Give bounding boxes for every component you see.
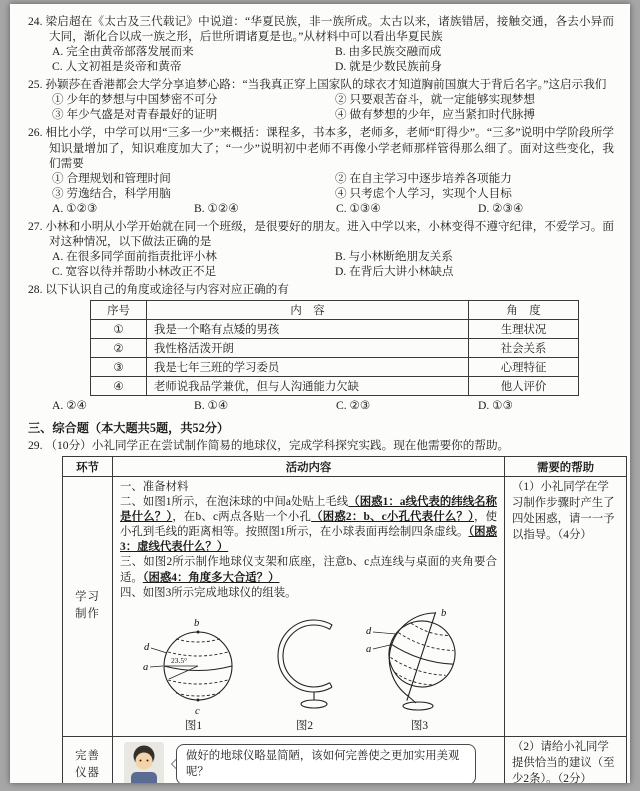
stage-label-text: 完善仪器 (75, 749, 100, 779)
table-row (91, 320, 579, 339)
student-dialog (120, 740, 497, 783)
label-d: d (365, 625, 371, 637)
answer-a: A. ①②③ (52, 201, 98, 215)
answer-c: C. ②③ (336, 399, 371, 413)
confusion-3: （困惑3：虚线代表什么？） (120, 526, 497, 554)
help-cell-2: （2）请给小礼同学提供恰当的建议（至少2条）。（2分） (505, 736, 627, 783)
q28-table-header-row (91, 301, 579, 320)
step-2-text: ，在b、c两点各贴一个小孔 (172, 511, 312, 524)
q29-col-help: 需要的帮助 (505, 457, 627, 477)
option-d: D. 在背后大讲小林缺点 (335, 265, 454, 278)
item-3: ③ 年少气盛是对青春最好的证明 (52, 108, 218, 122)
q29-row-making (63, 477, 627, 736)
step-2 (120, 495, 497, 555)
q28-col-content: 内 容 (147, 301, 469, 320)
table-row (91, 377, 579, 396)
cell-content: 老师说我品学兼优，但与人沟通能力欠缺 (147, 377, 469, 396)
figures-row (120, 606, 497, 733)
option-a: A. 完全由黄帝部落发展而来 (52, 45, 194, 59)
question-28 (28, 282, 614, 413)
answer-c: C. ①③④ (336, 201, 381, 215)
table-row (91, 358, 579, 377)
step-2-text: ，使小孔到毛线的距离相等。按照图1所示，在小球表面再绘制四条虚线。 (120, 511, 497, 539)
stage-label-text: 学习制作 (75, 591, 100, 621)
globe-support-diagram (276, 616, 334, 716)
item-4: ④ 只考虑个人学习，实现个人目标 (335, 186, 512, 200)
answer-b: B. ①②④ (194, 201, 239, 215)
cell-content: 我性格活泼开朗 (147, 339, 469, 358)
cell-angle: 生理状况 (469, 320, 579, 339)
figure-3 (364, 606, 476, 733)
question-27-stem: 27. 小林和小明从小学开始就在同一个班级，是很要好的朋友。进入中学以来，小林变得不遵守纪律，不爱学习。面对这种情况，以下做法正确的是 (28, 219, 614, 248)
assembled-globe-diagram (364, 606, 476, 716)
item-2: ② 在自主学习中逐步培养各项能力 (335, 171, 512, 185)
label-d: d (143, 641, 149, 653)
item-3: ③ 劳逸结合，科学用脑 (52, 186, 171, 200)
label-b: b (193, 617, 199, 629)
q28-col-index: 序号 (91, 301, 147, 320)
option-b: B. 与小林断绝朋友关系 (335, 249, 453, 263)
option-b: B. 由多民族交融而成 (335, 45, 442, 59)
q28-col-angle: 角 度 (469, 301, 579, 320)
stage-label-making (63, 477, 113, 736)
bubble-text: 做好的地球仪略显简陋，该如何完善使之更加实用美观呢？ (186, 750, 460, 778)
label-a: a (365, 643, 371, 655)
item-2: ② 只要艰苦奋斗，就一定能够实现梦想 (335, 93, 535, 107)
question-26-answers (52, 201, 614, 216)
label-c: c (194, 705, 200, 716)
q28-table (90, 300, 579, 396)
cell-angle: 他人评价 (469, 377, 579, 396)
question-27 (28, 219, 614, 279)
question-28-stem: 28. 以下认识自己的角度或途径与内容对应正确的有 (28, 283, 289, 297)
cell-index: ④ (91, 377, 147, 396)
stage-label-improving (63, 736, 113, 783)
globe-latitudes-diagram (142, 616, 246, 716)
question-25-items (52, 92, 614, 122)
item-4: ④ 做有梦想的少年，应当紧扣时代脉搏 (335, 108, 535, 122)
q29-col-stage: 环节 (63, 457, 113, 477)
step-2-text: 二、如图1所示，在泡沫球的中间a处贴上毛线 (120, 496, 349, 509)
question-28-answers (52, 398, 614, 413)
q29-col-activity: 活动内容 (113, 457, 505, 477)
cell-angle: 社会关系 (469, 339, 579, 358)
dialog-cell (113, 736, 505, 783)
confusion-4: （困惑4：角度多大合适？） (142, 571, 280, 584)
figure-1 (142, 616, 246, 733)
question-25 (28, 77, 614, 122)
option-c: C. 宽容以待并帮助小林改正不足 (52, 265, 217, 278)
cell-index: ③ (91, 358, 147, 377)
q29-table-header-row (63, 457, 627, 477)
cell-content: 我是七年三班的学习委员 (147, 358, 469, 377)
confusion-2: （困惑2：b、c小孔代表什么？） (311, 511, 474, 524)
figure-3-caption: 图3 (410, 719, 429, 732)
speech-bubble (176, 744, 476, 783)
question-29 (28, 438, 614, 783)
figure-2 (276, 616, 334, 733)
step-4: 四、如图3所示完成地球仪的组装。 (120, 586, 297, 599)
answer-d: D. ②③④ (478, 201, 524, 215)
option-c: C. 人文初祖是炎帝和黄帝 (52, 60, 182, 74)
activity-content-cell (113, 477, 505, 736)
option-d: D. 就是少数民族前身 (335, 60, 442, 74)
cell-index: ② (91, 339, 147, 358)
question-24-options (52, 44, 614, 74)
question-26-items (52, 171, 614, 201)
item-1: ① 少年的梦想与中国梦密不可分 (52, 93, 218, 107)
label-b: b (440, 607, 446, 619)
label-a: a (142, 661, 148, 673)
cell-content: 我是一个略有点矮的男孩 (147, 320, 469, 339)
cell-angle: 心理特征 (469, 358, 579, 377)
exam-paper (10, 4, 630, 783)
student-avatar (124, 742, 164, 783)
question-24 (28, 14, 614, 74)
question-27-options (52, 249, 614, 279)
help-cell-1: （1）小礼同学在学习制作步骤时产生了四处困惑，请一一予以指导。（4分） (505, 477, 627, 736)
question-26 (28, 125, 614, 215)
question-26-stem: 26. 相比小学，中学可以用“三多一少”来概括：课程多，书本多，老师多，老师“盯得少”。“三多”说明中学阶段所学知识量增加了，知识难度加大了；“一少”说明初中老师不再像小学老师那样管得那么细了。面对这些变化，我们需要 (28, 126, 614, 170)
q29-activity-table (62, 456, 627, 783)
question-25-stem: 25. 孙颖莎在香港都会大学分享追梦心路：“当我真正穿上国家队的球衣才知道胸前国旗大于背后名字。”这启示我们 (28, 78, 607, 92)
section-3-title: 三、综合题（本大题共5题，共52分） (28, 421, 230, 436)
answer-d: D. ①③ (478, 399, 513, 413)
answer-a: A. ②④ (52, 399, 87, 413)
confusion-1: （困惑1：a线代表的纬线名称是什么？） (120, 496, 497, 524)
figure-2-caption: 图2 (295, 719, 314, 732)
table-row (91, 339, 579, 358)
label-angle: 23.5° (170, 655, 187, 665)
cell-index: ① (91, 320, 147, 339)
option-a: A. 在很多同学面前指责批评小林 (52, 249, 217, 263)
q29-row-improving (63, 736, 627, 783)
question-29-intro: 29. （10分）小礼同学正在尝试制作简易的地球仪，完成学科探究实践。现在他需要你的帮助。 (28, 439, 510, 453)
step-3 (120, 555, 497, 585)
step-1: 一、准备材料 (120, 481, 189, 494)
item-1: ① 合理规划和管理时间 (52, 171, 171, 185)
question-24-stem: 24. 梁启超在《太古及三代载记》中说道：“华夏民族，非一族所成。太古以来，诸族错居，接触交通，各去小异而大同，渐化合以成一族之形，后世所谓诸夏是也。”从材料中可以看出华夏民族 (28, 15, 614, 44)
figure-1-caption: 图1 (184, 719, 203, 732)
bubble-tail (168, 760, 176, 768)
step-3-text: 三、如图2所示制作地球仪支架和底座，注意b、c点连线与桌面的夹角要合适。 (120, 556, 497, 584)
answer-b: B. ①④ (194, 399, 229, 413)
